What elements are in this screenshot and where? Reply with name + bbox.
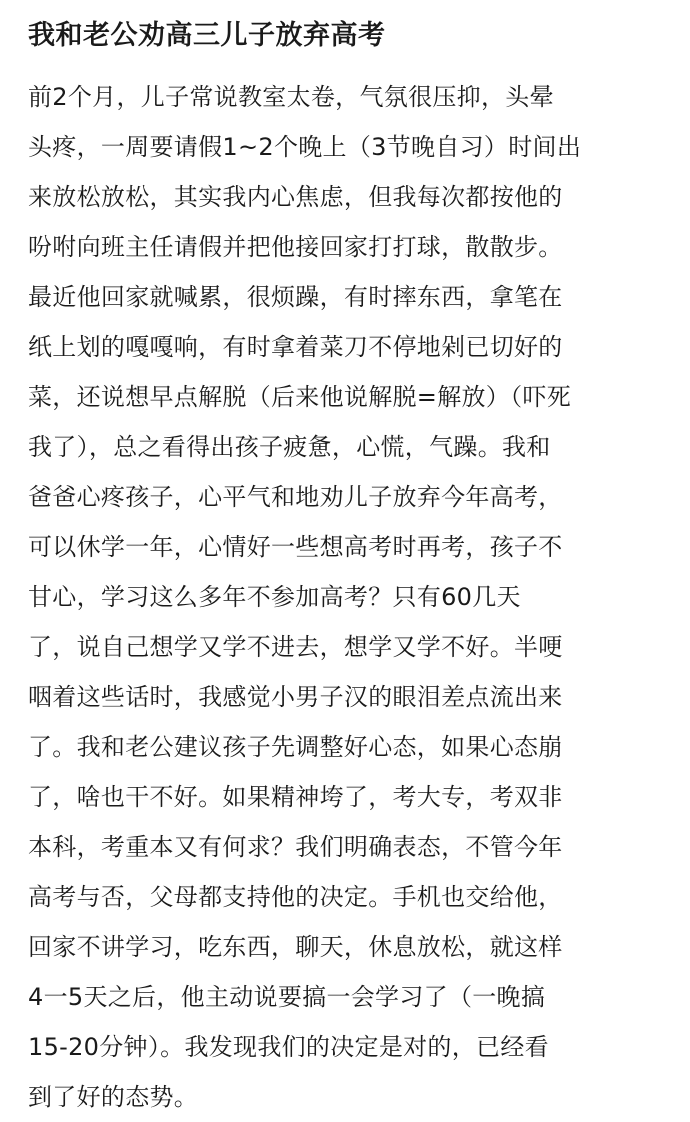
post-body-line: 咽着这些话时，我感觉小男子汉的眼泪差点流出来 xyxy=(28,683,563,711)
post-body-line: 爸爸心疼孩子，心平气和地劝儿子放弃今年高考， xyxy=(28,483,563,511)
post-body-line: 头疼，一周要请假1~2个晚上（3节晚自习）时间出 xyxy=(28,133,582,161)
post-body-line: 纸上划的嘎嘎响，有时拿着菜刀不停地剁已切好的 xyxy=(28,333,563,361)
post-body-line: 前2个月，儿子常说教室太卷，气氛很压抑，头晕 xyxy=(28,83,554,111)
post-body-line: 4一5天之后，他主动说要搞一会学习了（一晚搞 xyxy=(28,983,546,1011)
post-body-line: 15-20分钟）。我发现我们的决定是对的，已经看 xyxy=(28,1033,549,1061)
post-body-line: 菜，还说想早点解脱（后来他说解脱=解放）（吓死 xyxy=(28,383,572,411)
post-body-line: 到了好的态势。 xyxy=(28,1083,199,1111)
post-body-line: 吩咐向班主任请假并把他接回家打打球，散散步。 xyxy=(28,233,563,261)
post-body-line: 了，说自己想学又学不进去，想学又学不好。半哽 xyxy=(28,633,563,661)
post-body-line: 甘心，学习这么多年不参加高考？只有60几天 xyxy=(28,583,521,611)
post-body-line: 了。我和老公建议孩子先调整好心态，如果心态崩 xyxy=(28,733,563,761)
post-body-line: 回家不讲学习，吃东西，聊天，休息放松，就这样 xyxy=(28,933,563,961)
post-body xyxy=(28,72,662,1122)
post-body-line: 来放松放松，其实我内心焦虑，但我每次都按他的 xyxy=(28,183,563,211)
post-body-line: 可以休学一年，心情好一些想高考时再考，孩子不 xyxy=(28,533,563,561)
post-body-line: 本科，考重本又有何求？我们明确表态，不管今年 xyxy=(28,833,563,861)
post-body-line: 我了），总之看得出孩子疲惫，心慌，气躁。我和 xyxy=(28,433,551,461)
post-title: 我和老公劝高三儿子放弃高考 xyxy=(28,20,386,51)
post-body-line: 了，啥也干不好。如果精神垮了，考大专，考双非 xyxy=(28,783,563,811)
post-body-line: 高考与否，父母都支持他的决定。手机也交给他， xyxy=(28,883,563,911)
post-body-line: 最近他回家就喊累，很烦躁，有时摔东西，拿笔在 xyxy=(28,283,563,311)
